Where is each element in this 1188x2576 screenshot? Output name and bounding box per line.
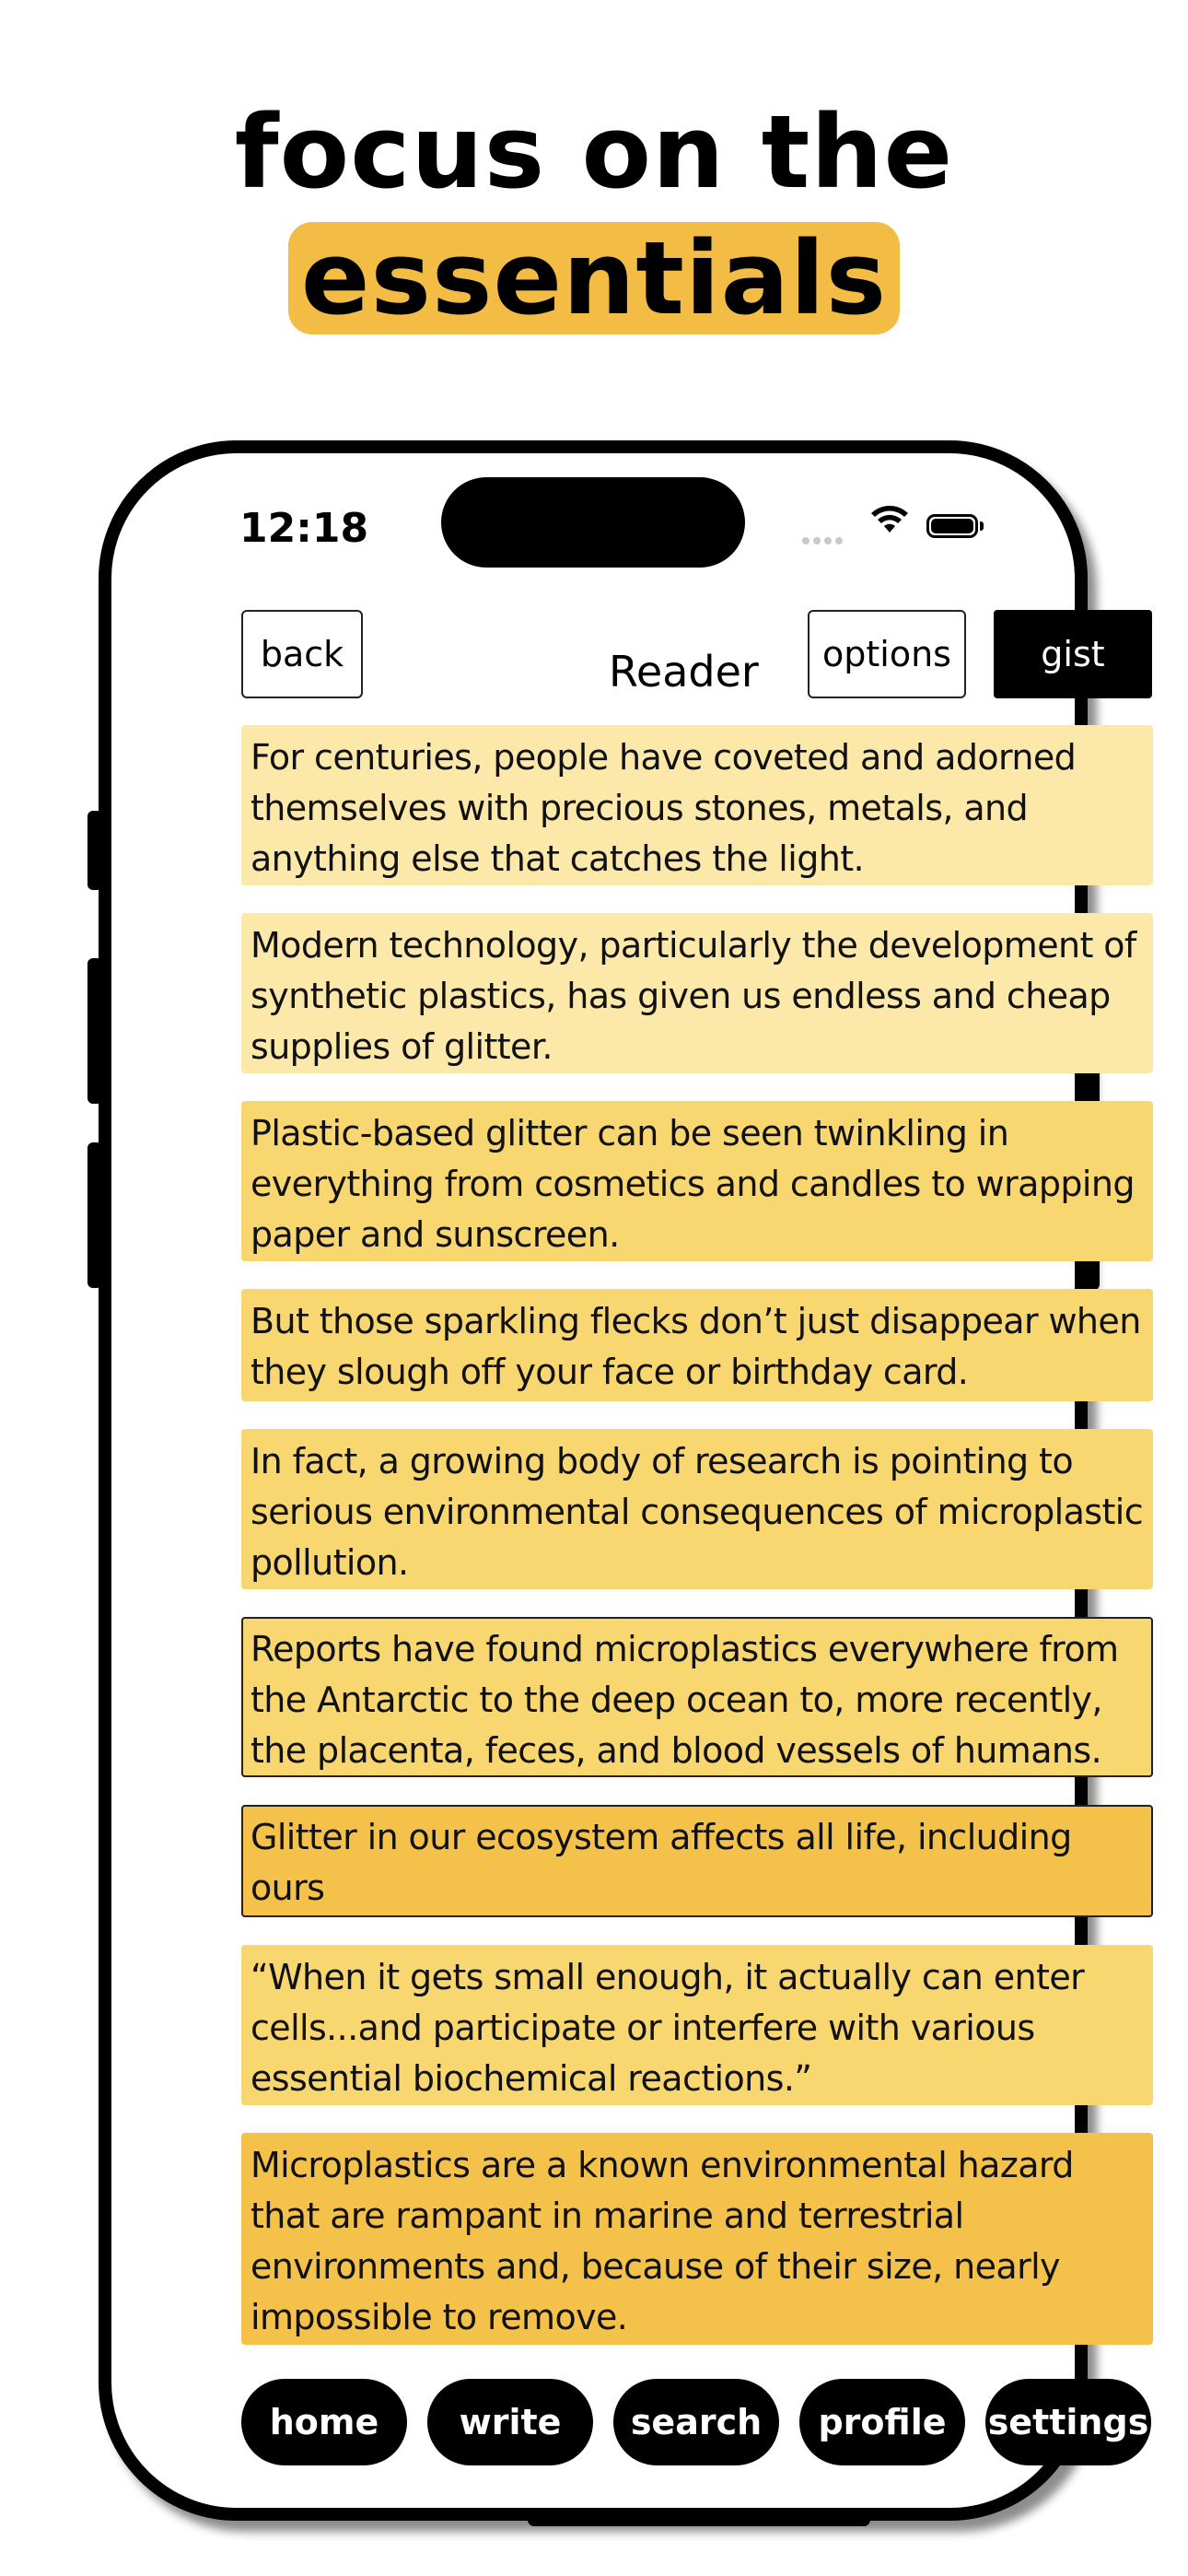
nav-settings-button[interactable]: settings <box>985 2379 1151 2465</box>
options-button[interactable]: options <box>808 610 966 698</box>
paragraph-card-1[interactable]: For centuries, people have coveted and adorned themselves with precious stones, metals, and anything else that catches the light. <box>241 725 1153 885</box>
headline-line-1: focus on the <box>234 93 954 211</box>
paragraph-card-2[interactable]: Modern technology, particularly the development of synthetic plastics, has given us endless and cheap supplies of glitter. <box>241 913 1153 1073</box>
nav-search-button[interactable]: search <box>613 2379 779 2465</box>
paragraph-card-8[interactable]: “When it gets small enough, it actually can enter cells...and participate or interfere with various essential biochemical reactions.” <box>241 1945 1153 2105</box>
battery-tip <box>980 521 984 531</box>
phone-frame <box>99 440 1149 2521</box>
paragraph-card-5[interactable]: In fact, a growing body of research is pointing to serious environmental consequences of microplastic pollution. <box>241 1429 1153 1589</box>
status-icons <box>802 499 1023 555</box>
wifi-icon <box>868 499 911 536</box>
nav-profile-button[interactable]: profile <box>799 2379 965 2465</box>
status-time: 12:18 <box>239 505 369 552</box>
phone-screen <box>111 453 1149 2508</box>
back-button[interactable]: back <box>241 610 363 698</box>
battery-icon <box>926 514 978 538</box>
paragraph-card-9[interactable]: Microplastics are a known environmental hazard that are rampant in marine and terrestrial environments and, because of their size, nearly impossible to remove. <box>241 2133 1153 2345</box>
home-indicator <box>528 2513 870 2526</box>
headline-highlight: essentials <box>288 222 900 334</box>
signal-dots-icon <box>802 531 846 548</box>
nav-home-button[interactable]: home <box>241 2379 407 2465</box>
paragraph-card-6[interactable]: Reports have found microplastics everywhere from the Antarctic to the deep ocean to, more recently, the placenta, feces, and blood vessels of humans. <box>241 1617 1153 1777</box>
page-title: Reader <box>609 647 759 697</box>
paragraph-card-3[interactable]: Plastic-based glitter can be seen twinkling in everything from cosmetics and candles to wrapping paper and sunscreen. <box>241 1101 1153 1261</box>
paragraph-card-4[interactable]: But those sparkling flecks don’t just disappear when they slough off your face or birthday card. <box>241 1289 1153 1401</box>
nav-write-button[interactable]: write <box>427 2379 593 2465</box>
dynamic-island <box>441 477 745 568</box>
paragraph-card-7[interactable]: Glitter in our ecosystem affects all life, including ours <box>241 1805 1153 1917</box>
gist-button[interactable]: gist <box>994 610 1152 698</box>
headline-highlight-wrap <box>0 219 1188 340</box>
promo-headline <box>0 88 1188 340</box>
